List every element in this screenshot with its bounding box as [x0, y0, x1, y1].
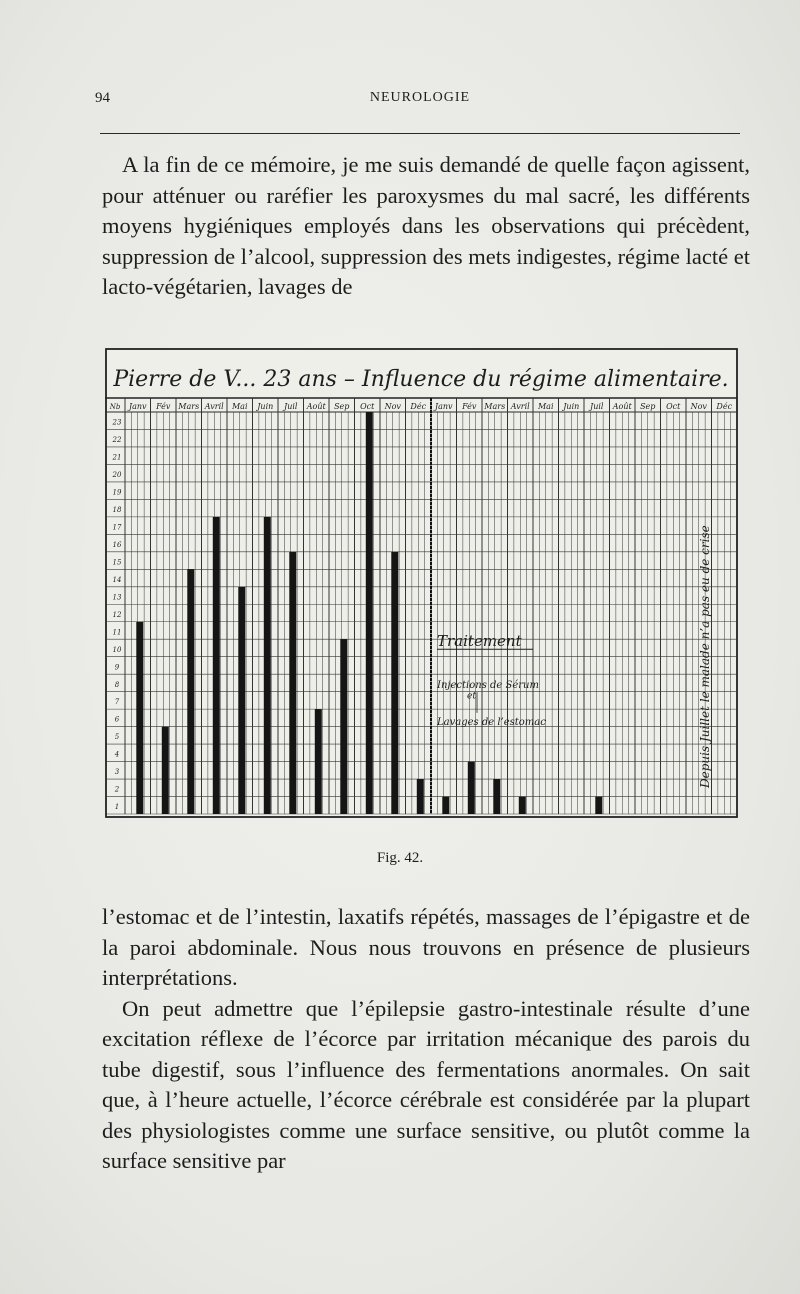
y-tick-label: 23: [112, 418, 122, 427]
bar: [238, 587, 245, 814]
y-tick-label: 14: [112, 575, 122, 584]
paragraph-2: [102, 902, 750, 1177]
month-label: Mai: [537, 402, 554, 411]
month-label: Sep: [334, 402, 350, 411]
bar: [136, 622, 143, 814]
running-head: NEUROLOGIE: [369, 90, 471, 105]
month-label: Mars: [178, 402, 200, 411]
month-label: Déc: [410, 402, 427, 411]
y-tick-label: 10: [112, 645, 122, 654]
figure-caption: Fig. 42.: [376, 850, 424, 866]
month-label: Oct: [666, 402, 681, 411]
paragraph-1: [102, 150, 750, 303]
month-label: Juil: [590, 402, 604, 411]
month-label: Août: [306, 402, 326, 411]
header-rule: [100, 133, 740, 134]
chart-frame: [106, 349, 737, 817]
epilepsy-chart: [105, 348, 738, 818]
month-label: Nov: [384, 402, 401, 411]
bar: [340, 639, 347, 814]
month-label: Déc: [716, 402, 733, 411]
bar: [595, 797, 602, 814]
y-tick-label: 7: [114, 698, 120, 707]
y-tick-label: 21: [112, 453, 122, 462]
y-tick-label: 17: [112, 523, 122, 532]
bar: [162, 727, 169, 814]
bar: [187, 569, 194, 814]
month-label: Juil: [284, 402, 298, 411]
bar: [417, 779, 424, 814]
month-label: Mai: [231, 402, 248, 411]
y-tick-label: 6: [114, 715, 120, 724]
month-label: Sep: [640, 402, 656, 411]
bar: [519, 797, 526, 814]
y-tick-label: 18: [112, 505, 122, 514]
bar: [289, 552, 296, 814]
bar: [264, 517, 271, 814]
y-tick-label: 3: [114, 768, 120, 777]
bar: [391, 552, 398, 814]
page-header: [95, 90, 745, 114]
vertical-annotation: Depuis Juillet le malade n’a pas eu de crise: [698, 525, 712, 788]
y-tick-label: 20: [112, 471, 122, 480]
paragraph-text: On peut admettre que l’épilepsie gastro-intestinale résulte d’une excitation réflexe de l’écorce par irritation mécanique des parois du tube digestif, sous l’influence des fermentations anormales. On sait que, à l’heure actuelle, l’écorce cérébrale est considérée par la plupart des physiologistes comme une surface sensitive, ou plutôt comme la surface sensitive par: [102, 995, 750, 1173]
chart-title: Pierre de V... 23 ans – Influence du régime alimentaire.: [113, 367, 729, 392]
annotation-line: Lavages de l’estomac: [437, 716, 546, 728]
y-tick-label: 9: [114, 663, 120, 672]
paragraph-text: l’estomac et de l’intestin, laxatifs répétés, massages de l’épigastre et de la paroi abdominale. Nous nous trouvons en présence de plusieurs interprétations.: [102, 904, 750, 990]
bar: [366, 412, 373, 814]
bar: [442, 797, 449, 814]
annotation-line: Traitement: [437, 632, 522, 651]
bar: [213, 517, 220, 814]
paragraph-text: A la fin de ce mémoire, je me suis demandé de quelle façon agissent, pour atténuer ou raréfier les paroxysmes du mal sacré, les différents moyens hygiéniques employés dans les observations qui précèdent, suppression de l’alcool, suppression des mets indigestes, régime lacté et lacto-végétarien, lavages de: [102, 152, 750, 299]
bar: [493, 779, 500, 814]
month-label: Fév: [462, 402, 477, 411]
month-label: Avril: [510, 402, 530, 411]
month-label: Nov: [690, 402, 707, 411]
y-tick-label: 22: [112, 436, 122, 445]
month-label: Juin: [563, 402, 580, 411]
bar: [468, 762, 475, 814]
corner-label: Nb: [109, 403, 121, 411]
y-tick-label: 2: [114, 785, 120, 794]
month-label: Janv: [128, 402, 147, 411]
y-tick-label: 13: [112, 593, 122, 602]
annotation-line: et: [467, 691, 476, 702]
y-tick-label: 16: [112, 540, 122, 549]
y-tick-label: 5: [114, 733, 120, 742]
y-tick-label: 12: [112, 610, 122, 619]
month-label: Avril: [204, 402, 224, 411]
y-tick-label: 1: [114, 803, 120, 812]
y-tick-label: 11: [112, 628, 122, 637]
month-label: Oct: [360, 402, 375, 411]
bar: [315, 709, 322, 814]
y-tick-label: 8: [114, 680, 120, 689]
y-tick-label: 15: [112, 558, 122, 567]
figure-42: [105, 348, 738, 818]
month-label: Fév: [156, 402, 171, 411]
month-label: Juin: [257, 402, 274, 411]
annotation-line: Injections de Sérum: [437, 680, 539, 692]
y-tick-label: 4: [114, 750, 120, 759]
page-number: 94: [95, 90, 110, 106]
month-label: Août: [612, 402, 632, 411]
y-tick-label: 19: [112, 488, 122, 497]
month-label: Janv: [434, 402, 453, 411]
month-label: Mars: [484, 402, 506, 411]
